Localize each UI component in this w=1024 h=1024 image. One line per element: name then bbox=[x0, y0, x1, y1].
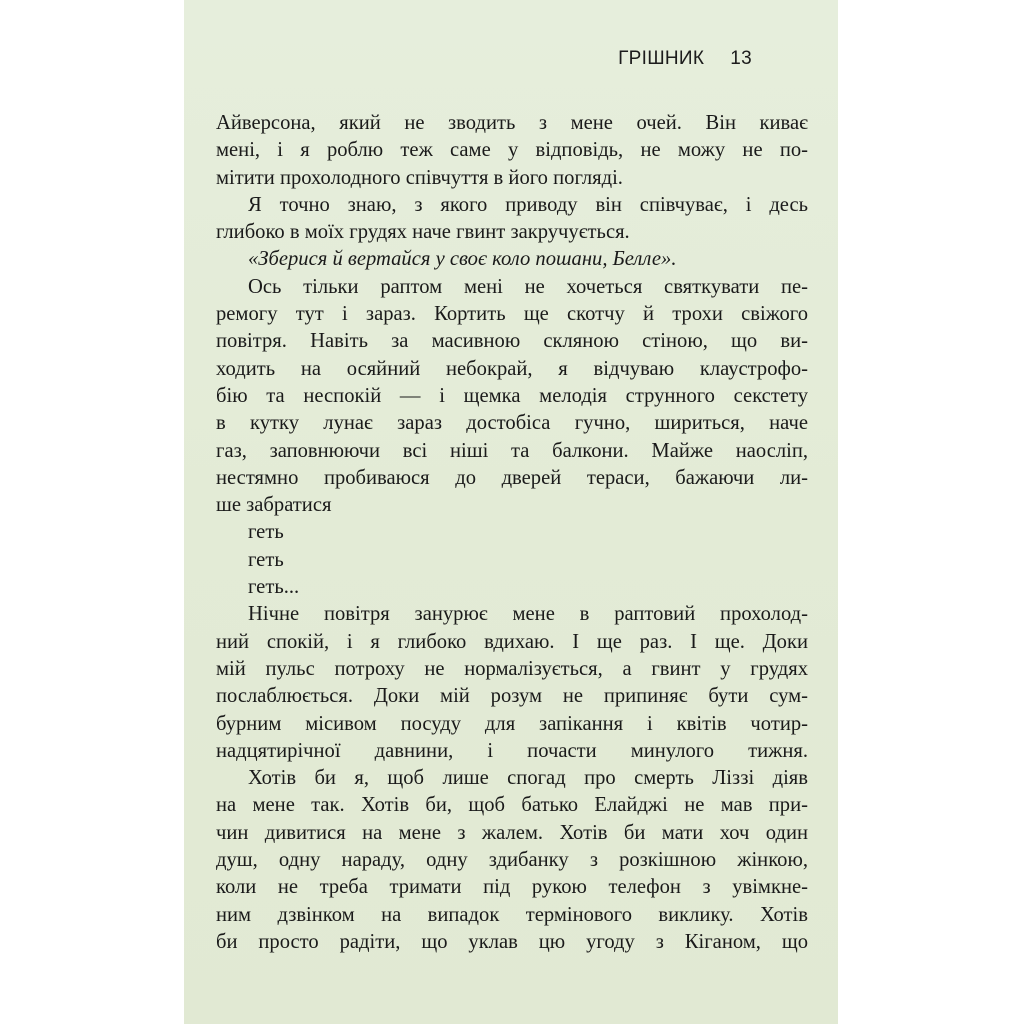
text-line: ходить на осяйний небокрай, я відчуваю клаустрофо- bbox=[216, 357, 808, 380]
text-line: Айверсона, який не зводить з мене очей. Він киває bbox=[216, 112, 808, 134]
text-line: повітря. Навіть за масивною скляною стіною, що ви- bbox=[216, 330, 808, 353]
text-line: на мене так. Хотів би, щоб батько Елайджі не мав при- bbox=[216, 794, 808, 817]
text-line: геть... bbox=[248, 576, 300, 599]
text-line: газ, заповнюючи всі ніші та балкони. Майже наосліп, bbox=[216, 439, 808, 462]
text-line: геть bbox=[248, 548, 284, 571]
text-line: коли не треба тримати під рукою телефон з увімкне- bbox=[216, 876, 808, 899]
text-line: бурним місивом посуду для запікання і квітів чотир- bbox=[216, 712, 808, 735]
text-line: нестямно пробиваюся до дверей тераси, бажаючи ли- bbox=[216, 466, 808, 489]
text-line: Хотів би я, щоб лише спогад про смерть Ліззі діяв bbox=[248, 767, 808, 790]
text-line: ше забратися bbox=[216, 494, 332, 517]
text-line: чин дивитися на мене з жалем. Хотів би мати хоч один bbox=[216, 821, 808, 844]
book-page bbox=[184, 0, 838, 1024]
text-line: мій пульс потроху не нормалізується, а гвинт у грудях bbox=[216, 657, 808, 680]
text-line: душ, одну нараду, одну здибанку з розкішною жінкою, bbox=[216, 849, 808, 872]
text-line: би просто радіти, що уклав цю угоду з Кіганом, що bbox=[216, 930, 808, 953]
text-line: послаблюється. Доки мій розум не припиняє бути сум- bbox=[216, 685, 808, 708]
text-line: «Зберися й вертайся у своє коло пошани, Белле». bbox=[248, 248, 677, 271]
text-line: ний спокій, і я глибоко вдихаю. І ще раз. І ще. Доки bbox=[216, 630, 808, 653]
text-line: ремогу тут і зараз. Кортить ще скотчу й трохи свіжого bbox=[216, 303, 808, 326]
text-line: ним дзвінком на випадок термінового виклику. Хотів bbox=[216, 903, 808, 926]
text-line: мітити прохолодного співчуття в його погляді. bbox=[216, 166, 623, 189]
running-header bbox=[618, 48, 752, 70]
text-line: Я точно знаю, з якого приводу він співчуває, і десь bbox=[248, 193, 808, 216]
running-title: ГРІШНИК bbox=[618, 48, 705, 69]
text-line: в кутку лунає зараз достобіса гучно, шириться, наче bbox=[216, 412, 808, 435]
body-text bbox=[216, 110, 808, 956]
text-line: бію та неспокій — і щемка мелодія струнного секстету bbox=[216, 384, 808, 407]
text-line: надцятирічної давнини, і почасти минулого тижня. bbox=[216, 739, 808, 762]
text-line: геть bbox=[248, 521, 284, 544]
text-line: Ось тільки раптом мені не хочеться святкувати пе- bbox=[248, 275, 808, 298]
text-line: глибоко в моїх грудях наче гвинт закручується. bbox=[216, 221, 630, 244]
text-line: мені, і я роблю теж саме у відповідь, не можу не по- bbox=[216, 139, 808, 162]
page-number: 13 bbox=[730, 48, 752, 69]
text-line: Нічне повітря занурює мене в раптовий прохолод- bbox=[248, 603, 808, 626]
